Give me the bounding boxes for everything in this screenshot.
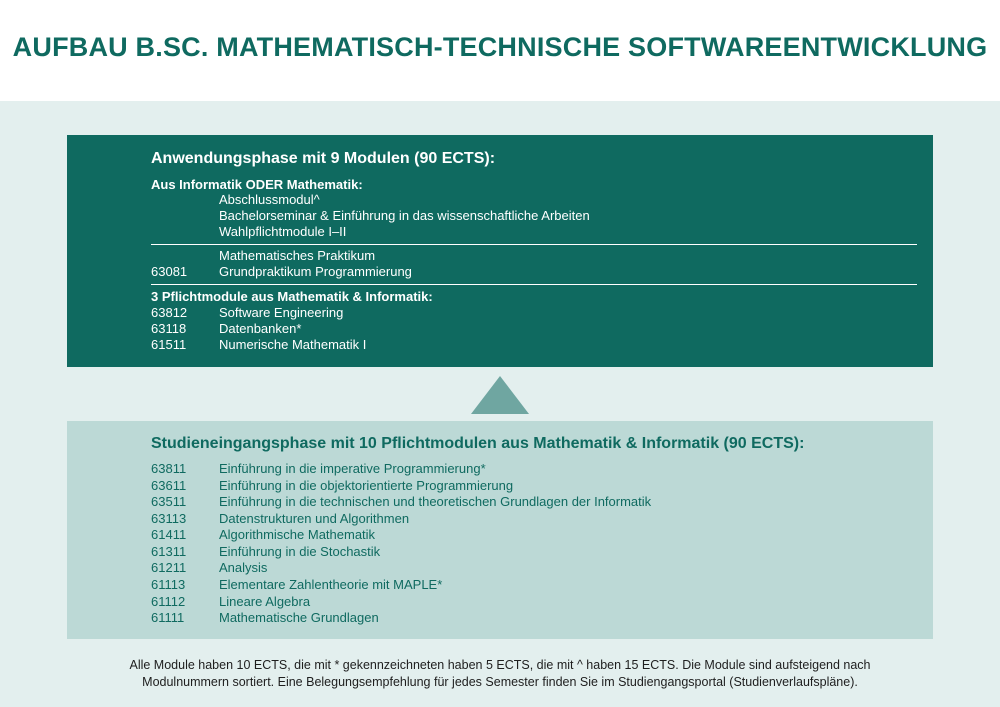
anwendungsphase-heading: Anwendungsphase mit 9 Modulen (90 ECTS): (151, 150, 496, 167)
module-row (151, 264, 921, 280)
module-row (151, 192, 921, 208)
module-name: Einführung in die imperative Programmierung* (219, 461, 486, 476)
module-row (151, 337, 921, 353)
module-name: Einführung in die Stochastik (219, 544, 381, 559)
module-code: 61112 (151, 594, 186, 609)
studieneingangsphase-heading: Studieneingangsphase mit 10 Pflichtmodulen aus Mathematik & Informatik (90 ECTS): (151, 435, 805, 452)
module-code: 61411 (151, 527, 187, 542)
module-row (151, 610, 921, 626)
module-code: 63081 (151, 264, 188, 279)
module-name: Bachelorseminar & Einführung in das wissenschaftliche Arbeiten (219, 208, 590, 223)
module-row (151, 560, 921, 576)
module-row (151, 511, 921, 527)
module-code: 63113 (151, 511, 187, 526)
module-name: Mathematische Grundlagen (219, 610, 379, 625)
module-row (151, 224, 921, 240)
module-name: Einführung in die objektorientierte Programmierung (219, 478, 514, 493)
module-name: Software Engineering (219, 305, 344, 320)
module-row (151, 321, 921, 337)
module-name: Datenbanken* (219, 321, 302, 336)
footnote-line-2: Modulnummern sortiert. Eine Belegungsempfehlung für jedes Semester finden Sie im Studiengangsportal (Studienverlaufspläne). (142, 675, 858, 689)
module-row (151, 305, 921, 321)
module-name: Algorithmische Mathematik (219, 527, 376, 542)
page-title: AUFBAU B.SC. MATHEMATISCH-TECHNISCHE SOFTWAREENTWICKLUNG (12, 32, 988, 62)
module-code: 63812 (151, 305, 188, 320)
module-name: Elementare Zahlentheorie mit MAPLE* (219, 577, 443, 592)
divider-line (151, 284, 917, 285)
module-row (151, 208, 921, 224)
footnote-line-1: Alle Module haben 10 ECTS, die mit * gekennzeichneten haben 5 ECTS, die mit ^ haben 15 ECTS. Die Module sind aufsteigend nach (129, 658, 871, 672)
up-arrow-icon (471, 376, 529, 414)
module-row (151, 478, 921, 494)
module-code: 61113 (151, 577, 186, 592)
module-name: Einführung in die technischen und theoretischen Grundlagen der Informatik (219, 494, 652, 509)
studieneingangsphase-box (67, 421, 933, 639)
module-name: Wahlpflichtmodule I–II (219, 224, 347, 239)
module-name: Mathematisches Praktikum (219, 248, 376, 263)
module-code: 63118 (151, 321, 187, 336)
module-name: Numerische Mathematik I (219, 337, 367, 352)
module-row (151, 544, 921, 560)
module-name: Abschlussmodul^ (219, 192, 320, 207)
module-name: Analysis (219, 560, 268, 575)
module-row (151, 494, 921, 510)
module-code: 61311 (151, 544, 187, 559)
module-code: 61511 (151, 337, 187, 352)
module-code: 63811 (151, 461, 187, 476)
module-row (151, 577, 921, 593)
module-code: 63511 (151, 494, 187, 509)
module-name: Datenstrukturen und Algorithmen (219, 511, 410, 526)
module-row (151, 594, 921, 610)
group-pflichtmodule-label: 3 Pflichtmodule aus Mathematik & Informatik: (151, 289, 433, 304)
anwendungsphase-box (67, 135, 933, 367)
module-code: 61111 (151, 610, 185, 625)
module-code: 63611 (151, 478, 187, 493)
module-name: Lineare Algebra (219, 594, 311, 609)
module-name: Grundpraktikum Programmierung (219, 264, 412, 279)
module-row (151, 527, 921, 543)
divider-line (151, 244, 917, 245)
footnote (60, 657, 940, 691)
module-row (151, 461, 921, 477)
group-informatik-oder-mathematik-label: Aus Informatik ODER Mathematik: (151, 177, 363, 192)
module-code: 61211 (151, 560, 187, 575)
module-row (151, 248, 921, 264)
